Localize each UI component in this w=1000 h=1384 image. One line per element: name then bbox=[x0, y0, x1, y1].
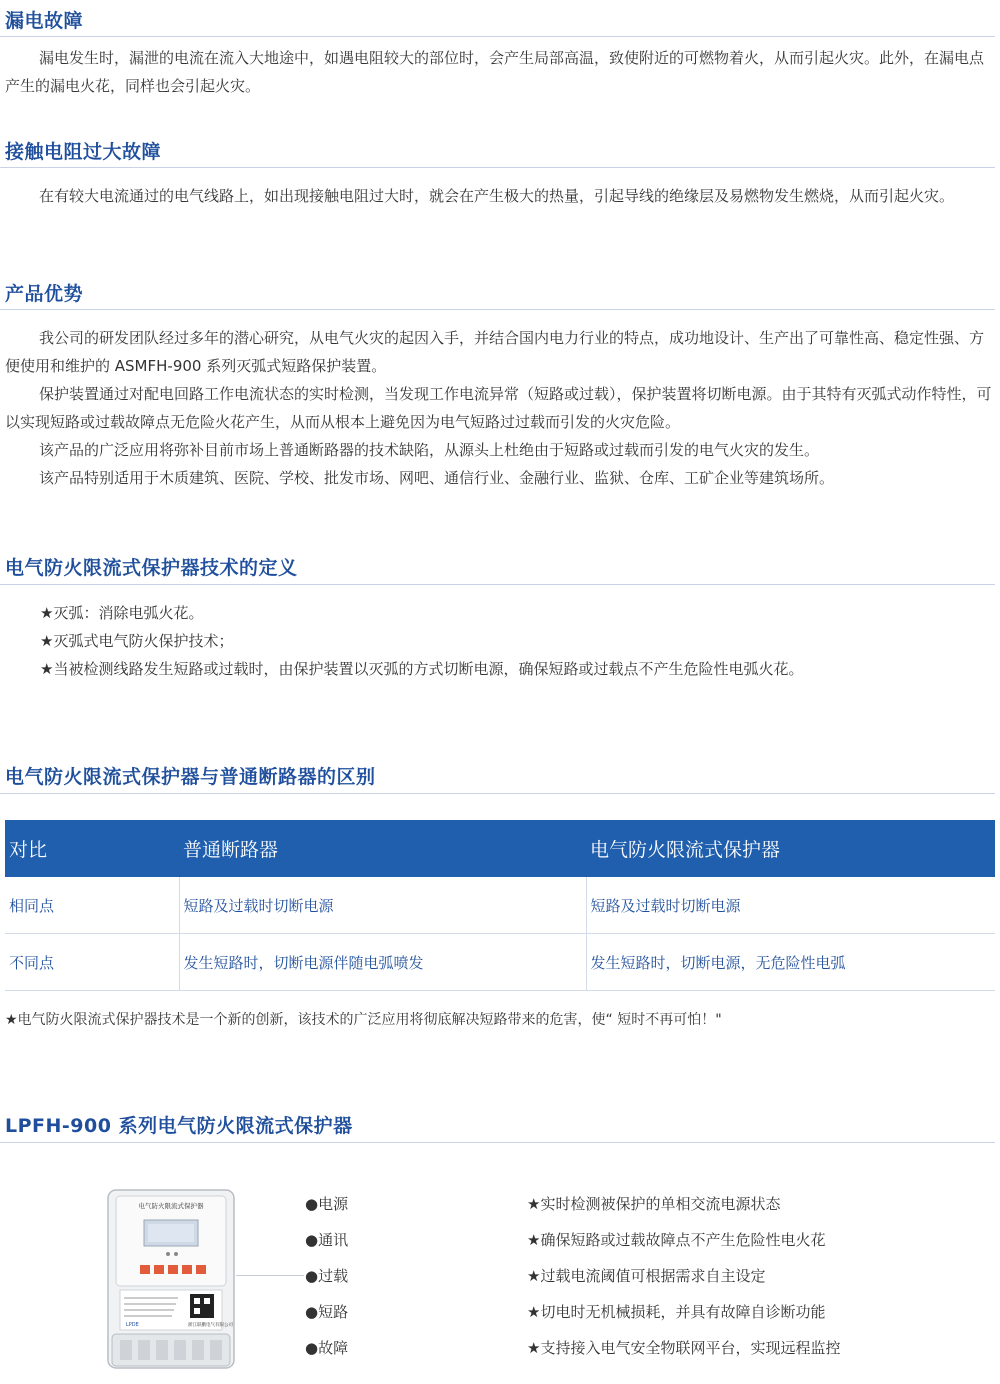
definition-bullet: ★灭弧式电气防火保护技术； bbox=[40, 632, 234, 650]
feature-item: ★过载电流阈值可根据需求自主设定 bbox=[527, 1267, 766, 1285]
divider bbox=[0, 1142, 995, 1143]
indicator-short: ●短路 bbox=[305, 1303, 349, 1321]
divider bbox=[0, 309, 995, 310]
table-row bbox=[5, 934, 995, 991]
device-image bbox=[106, 1188, 236, 1370]
definition-bullet: ★当被检测线路发生短路或过载时，由保护装置以灭弧的方式切断电源，确保短路或过载点不产生危险性电弧火花。 bbox=[40, 660, 804, 678]
divider bbox=[0, 36, 995, 37]
section-title-product: LPFH-900 系列电气防火限流式保护器 bbox=[5, 1115, 353, 1137]
paragraph: 该产品特别适用于木质建筑、医院、学校、批发市场、网吧、通信行业、金融行业、监狱、仓库、工矿企业等建筑场所。 bbox=[39, 469, 835, 487]
device-brand: LPDE bbox=[126, 1322, 139, 1328]
table-cell: 不同点 bbox=[5, 934, 179, 991]
table-header-cell: 电气防火限流式保护器 bbox=[586, 820, 995, 877]
connector-line bbox=[236, 1275, 304, 1276]
device-panel-title: 电气防火限流式保护器 bbox=[138, 1202, 204, 1210]
table-cell: 相同点 bbox=[5, 877, 179, 934]
comparison-table bbox=[5, 820, 995, 991]
table-row bbox=[5, 877, 995, 934]
paragraph: 在有较大电流通过的电气线路上，如出现接触电阻过大时，就会在产生极大的热量，引起导线的绝缘层及易燃物发生燃烧，从而引起火灾。 bbox=[39, 187, 955, 205]
paragraph: 该产品的广泛应用将弥补目前市场上普通断路器的技术缺陷，从源头上杜绝由于短路或过载而引发的电气火灾的发生。 bbox=[39, 441, 820, 459]
section-title-difference: 电气防火限流式保护器与普通断路器的区别 bbox=[5, 766, 376, 788]
indicator-comm: ●通讯 bbox=[305, 1231, 349, 1249]
device-maker: 浙江联鹏电气有限公司 bbox=[188, 1323, 233, 1328]
table-header-row bbox=[5, 820, 995, 877]
section-title-contact: 接触电阻过大故障 bbox=[5, 141, 162, 163]
section-title-definition: 电气防火限流式保护器技术的定义 bbox=[5, 557, 298, 579]
table-cell: 短路及过载时切断电源 bbox=[179, 877, 586, 934]
table-header-cell: 对比 bbox=[5, 820, 179, 877]
feature-item: ★支持接入电气安全物联网平台，实现远程监控 bbox=[527, 1339, 841, 1357]
table-header-cell: 普通断路器 bbox=[179, 820, 586, 877]
comparison-note: ★电气防火限流式保护器技术是一个新的创新，该技术的广泛应用将彻底解决短路带来的危害，使“ 短时不再可怕！" bbox=[5, 1012, 722, 1028]
definition-bullet: ★灭弧：消除电弧火花。 bbox=[40, 604, 204, 622]
paragraph: 漏电发生时，漏泄的电流在流入大地途中，如遇电阻较大的部位时，会产生局部高温，致使附近的可燃物着火，从而引起火灾。此外，在漏电点产生的漏电火花，同样也会引起火灾。 bbox=[5, 49, 985, 95]
table-cell: 短路及过载时切断电源 bbox=[586, 877, 995, 934]
feature-item: ★切电时无机械损耗，并具有故障自诊断功能 bbox=[527, 1303, 826, 1321]
indicator-power: ●电源 bbox=[305, 1195, 349, 1213]
divider bbox=[0, 584, 995, 585]
divider bbox=[0, 167, 995, 168]
paragraph: 保护装置通过对配电回路工作电流状态的实时检测，当发现工作电流异常（短路或过载），保护装置将切断电源。由于其特有灭弧式动作特性，可以实现短路或过载故障点无危险火花产生，从而从根本上避免因为电气短路过过载而引发的火灾危险。 bbox=[5, 385, 992, 431]
table-cell: 发生短路时，切断电源，无危险性电弧 bbox=[586, 934, 995, 991]
section-title-advantage: 产品优势 bbox=[5, 283, 84, 305]
indicator-overload: ●过载 bbox=[305, 1267, 349, 1285]
paragraph: 我公司的研发团队经过多年的潜心研究，从电气火灾的起因入手，并结合国内电力行业的特点，成功地设计、生产出了可靠性高、稳定性强、方便使用和维护的 ASMFH-900 系列灭弧式短路保护装置。 bbox=[5, 329, 985, 375]
indicator-fault: ●故障 bbox=[305, 1339, 349, 1357]
divider bbox=[0, 793, 995, 794]
feature-item: ★确保短路或过载故障点不产生危险性电火花 bbox=[527, 1231, 826, 1249]
section-title-leak: 漏电故障 bbox=[5, 10, 84, 32]
feature-item: ★实时检测被保护的单相交流电源状态 bbox=[527, 1195, 781, 1213]
table-cell: 发生短路时，切断电源伴随电弧喷发 bbox=[179, 934, 586, 991]
